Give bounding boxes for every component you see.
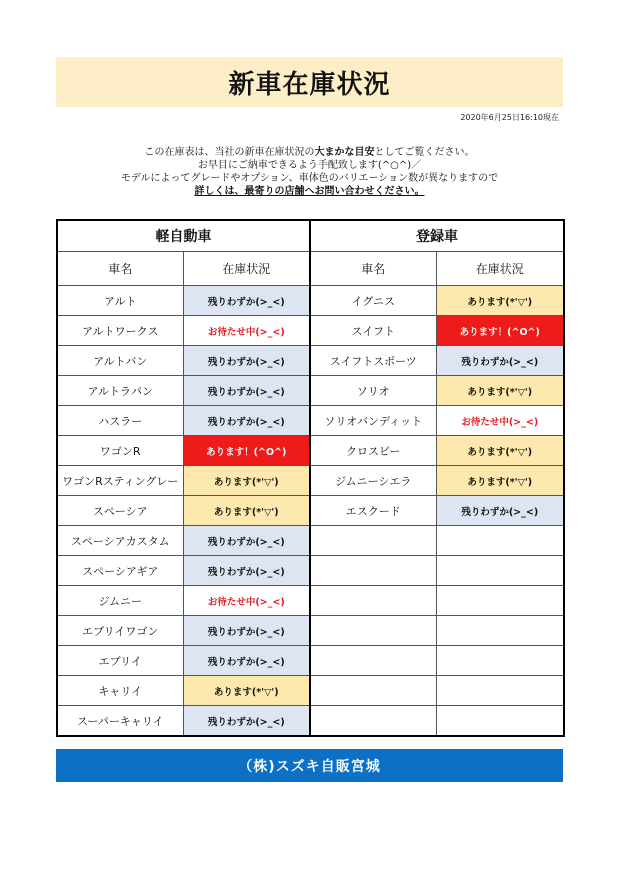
table-row <box>57 616 564 646</box>
kei-stock-status: 残りわずか(>_<) <box>183 556 310 586</box>
registered-stock-status <box>436 706 564 737</box>
table-row <box>57 346 564 376</box>
registered-stock-status <box>436 616 564 646</box>
table-row <box>57 586 564 616</box>
kei-stock-status: 残りわずか(>_<) <box>183 526 310 556</box>
registered-stock-status: 残りわずか(>_<) <box>436 496 564 526</box>
dealer-name: （株)スズキ自販宮城 <box>238 758 381 775</box>
registered-stock-status: あります(*'▽') <box>436 376 564 406</box>
registered-car-name <box>310 646 436 676</box>
registered-car-name: エスクード <box>310 496 436 526</box>
table-row <box>57 556 564 586</box>
registered-stock-status <box>436 526 564 556</box>
registered-stock-status: お待たせ中(>_<) <box>436 406 564 436</box>
table-row <box>57 706 564 737</box>
column-header-reg-name: 車名 <box>310 252 436 286</box>
table-row <box>57 316 564 346</box>
registered-car-name: ジムニーシエラ <box>310 466 436 496</box>
kei-car-name: エブリイ <box>57 646 183 676</box>
notice-line-1-b: としてご覧ください。 <box>374 147 475 158</box>
kei-car-name: アルトワークス <box>57 316 183 346</box>
section-kei-header: 軽自動車 <box>57 220 310 252</box>
registered-car-name: イグニス <box>310 286 436 316</box>
kei-stock-status: 残りわずか(>_<) <box>183 406 310 436</box>
kei-car-name: スペーシアギア <box>57 556 183 586</box>
registered-car-name <box>310 676 436 706</box>
registered-car-name: ソリオ <box>310 376 436 406</box>
registered-car-name: クロスビー <box>310 436 436 466</box>
footer-banner <box>56 749 563 782</box>
notice-line-1 <box>56 146 563 159</box>
kei-car-name: アルト <box>57 286 183 316</box>
kei-car-name: スペーシア <box>57 496 183 526</box>
table-row <box>57 466 564 496</box>
kei-car-name: キャリイ <box>57 676 183 706</box>
section-registered-header: 登録車 <box>310 220 564 252</box>
table-row <box>57 646 564 676</box>
kei-car-name: エブリイワゴン <box>57 616 183 646</box>
registered-car-name <box>310 526 436 556</box>
registered-car-name <box>310 616 436 646</box>
kei-stock-status: あります(*'▽') <box>183 466 310 496</box>
kei-stock-status: 残りわずか(>_<) <box>183 646 310 676</box>
registered-stock-status: あります(*'▽') <box>436 436 564 466</box>
kei-car-name: ジムニー <box>57 586 183 616</box>
table-row <box>57 286 564 316</box>
inventory-table <box>56 219 565 737</box>
table-row <box>57 496 564 526</box>
registered-car-name <box>310 706 436 737</box>
notice-line-2: お早目にご納車できるよう手配致します(^○^)／ <box>197 160 422 171</box>
registered-car-name <box>310 556 436 586</box>
table-body <box>57 286 564 737</box>
kei-car-name: スペーシアカスタム <box>57 526 183 556</box>
kei-stock-status: 残りわずか(>_<) <box>183 376 310 406</box>
registered-car-name: スイフト <box>310 316 436 346</box>
column-header-kei-status: 在庫状況 <box>183 252 310 286</box>
column-header-kei-name: 車名 <box>57 252 183 286</box>
registered-car-name: スイフトスポーツ <box>310 346 436 376</box>
notice-line-3: モデルによってグレードやオプション、車体色のバリエーション数が異なりますので <box>120 173 499 184</box>
page-title: 新車在庫状況 <box>228 69 391 100</box>
kei-stock-status: お待たせ中(>_<) <box>183 316 310 346</box>
notice-text <box>56 146 563 198</box>
kei-stock-status: お待たせ中(>_<) <box>183 586 310 616</box>
timestamp: 2020年6月25日16:10現在 <box>460 113 559 122</box>
kei-stock-status: 残りわずか(>_<) <box>183 616 310 646</box>
table-row <box>57 676 564 706</box>
title-banner <box>56 57 563 107</box>
table-row <box>57 436 564 466</box>
kei-stock-status: 残りわずか(>_<) <box>183 286 310 316</box>
registered-car-name <box>310 586 436 616</box>
notice-line-1-a: この在庫表は、当社の新車在庫状況の <box>144 147 315 158</box>
kei-car-name: アルトラパン <box>57 376 183 406</box>
kei-car-name: ハスラー <box>57 406 183 436</box>
registered-stock-status: 残りわずか(>_<) <box>436 346 564 376</box>
table-row <box>57 406 564 436</box>
kei-stock-status: あります！(^O^) <box>183 436 310 466</box>
kei-car-name: スーパーキャリイ <box>57 706 183 737</box>
registered-stock-status <box>436 556 564 586</box>
column-header-reg-status: 在庫状況 <box>436 252 564 286</box>
kei-stock-status: 残りわずか(>_<) <box>183 706 310 737</box>
registered-stock-status <box>436 586 564 616</box>
kei-stock-status: 残りわずか(>_<) <box>183 346 310 376</box>
kei-car-name: ワゴンR <box>57 436 183 466</box>
notice-emphasis: 大まかな目安 <box>314 147 375 158</box>
table-row <box>57 376 564 406</box>
registered-car-name: ソリオバンディット <box>310 406 436 436</box>
registered-stock-status: あります(*'▽') <box>436 286 564 316</box>
notice-line-4: 詳しくは、最寄りの店舗へお問い合わせください。 <box>194 186 425 197</box>
kei-car-name: アルトバン <box>57 346 183 376</box>
table-row <box>57 526 564 556</box>
registered-stock-status <box>436 676 564 706</box>
kei-stock-status: あります(*'▽') <box>183 676 310 706</box>
registered-stock-status: あります！(^O^) <box>436 316 564 346</box>
kei-stock-status: あります(*'▽') <box>183 496 310 526</box>
kei-car-name: ワゴンRスティングレー <box>57 466 183 496</box>
registered-stock-status: あります(*'▽') <box>436 466 564 496</box>
registered-stock-status <box>436 646 564 676</box>
